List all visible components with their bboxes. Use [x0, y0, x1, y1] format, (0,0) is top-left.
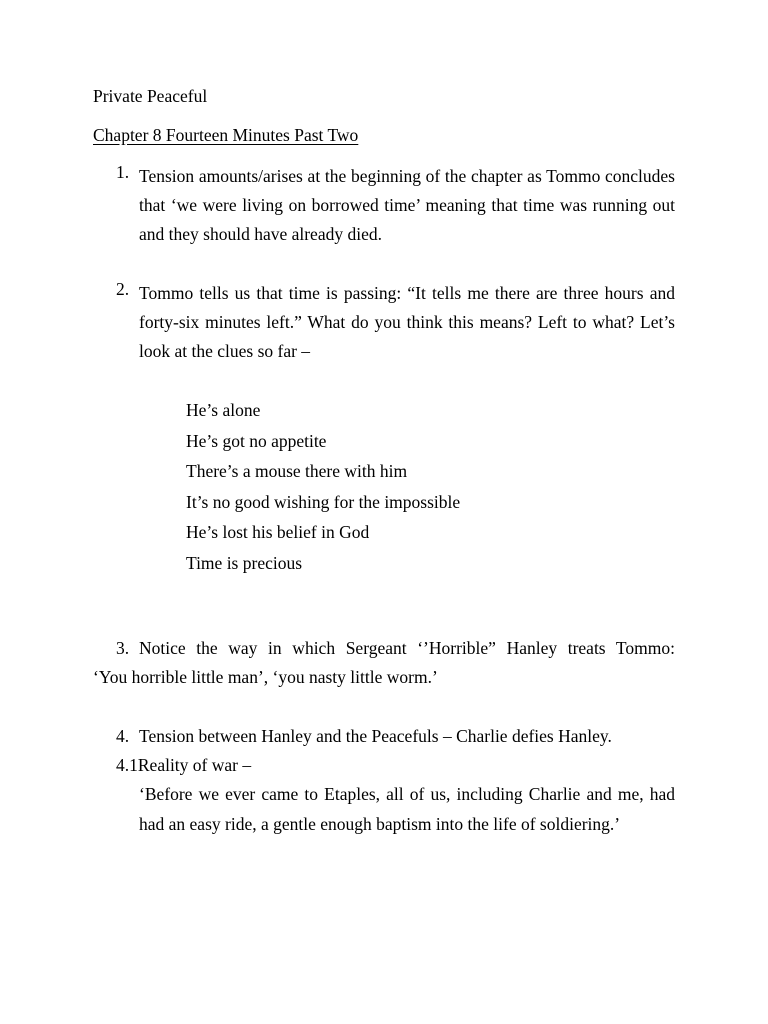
subitem-text: Reality of war – [137, 755, 252, 775]
clue-item: He’s alone [186, 400, 261, 420]
clue-item: He’s lost his belief in God [186, 522, 370, 542]
quote-text: ‘Before we ever came to Etaples, all of us, including Charlie and me, had had an easy ride, a gentle enough baptism into the life of soldiering.’ [139, 784, 675, 834]
item-text-3-rest: ‘You horrible little man’, ‘you nasty little worm.’ [93, 667, 438, 687]
item-number-3: 3. [116, 638, 130, 658]
item-number-1: 1. [116, 162, 130, 182]
clue-item: Time is precious [186, 552, 303, 573]
clue-item: He’s got no appetite [186, 430, 327, 451]
chapter-heading: Chapter 8 Fourteen Minutes Past Two [93, 125, 359, 145]
subitem-number: 4.1 [116, 755, 138, 775]
item-4 [116, 722, 675, 751]
clue-item: It’s no good wishing for the impossible [186, 491, 461, 512]
item-3 [93, 634, 675, 692]
item-number-2: 2. [116, 279, 130, 299]
subitem-4-1 [116, 751, 251, 780]
item-text-2: Tommo tells us that time is passing: “It tells me there are three hours and forty-six minutes left.” What do you think this means? Left to what? Let’s look at the clues so far – [139, 283, 675, 361]
clues-list [186, 395, 460, 578]
item-text-1: Tension amounts/arises at the beginning of the chapter as Tommo concludes that ‘we were living on borrowed time’ meaning that time was running out and they should have already died. [139, 166, 675, 244]
item-text-4: Tension between Hanley and the Peacefuls – Charlie defies Hanley. [139, 726, 612, 746]
clue-item: There’s a mouse there with him [186, 461, 408, 481]
item-text-3-first-line: Notice the way in which Sergeant ‘’Horrible” Hanley treats Tommo: [139, 638, 675, 658]
document-title: Private Peaceful [93, 86, 208, 106]
item-number-4: 4. [116, 726, 130, 746]
